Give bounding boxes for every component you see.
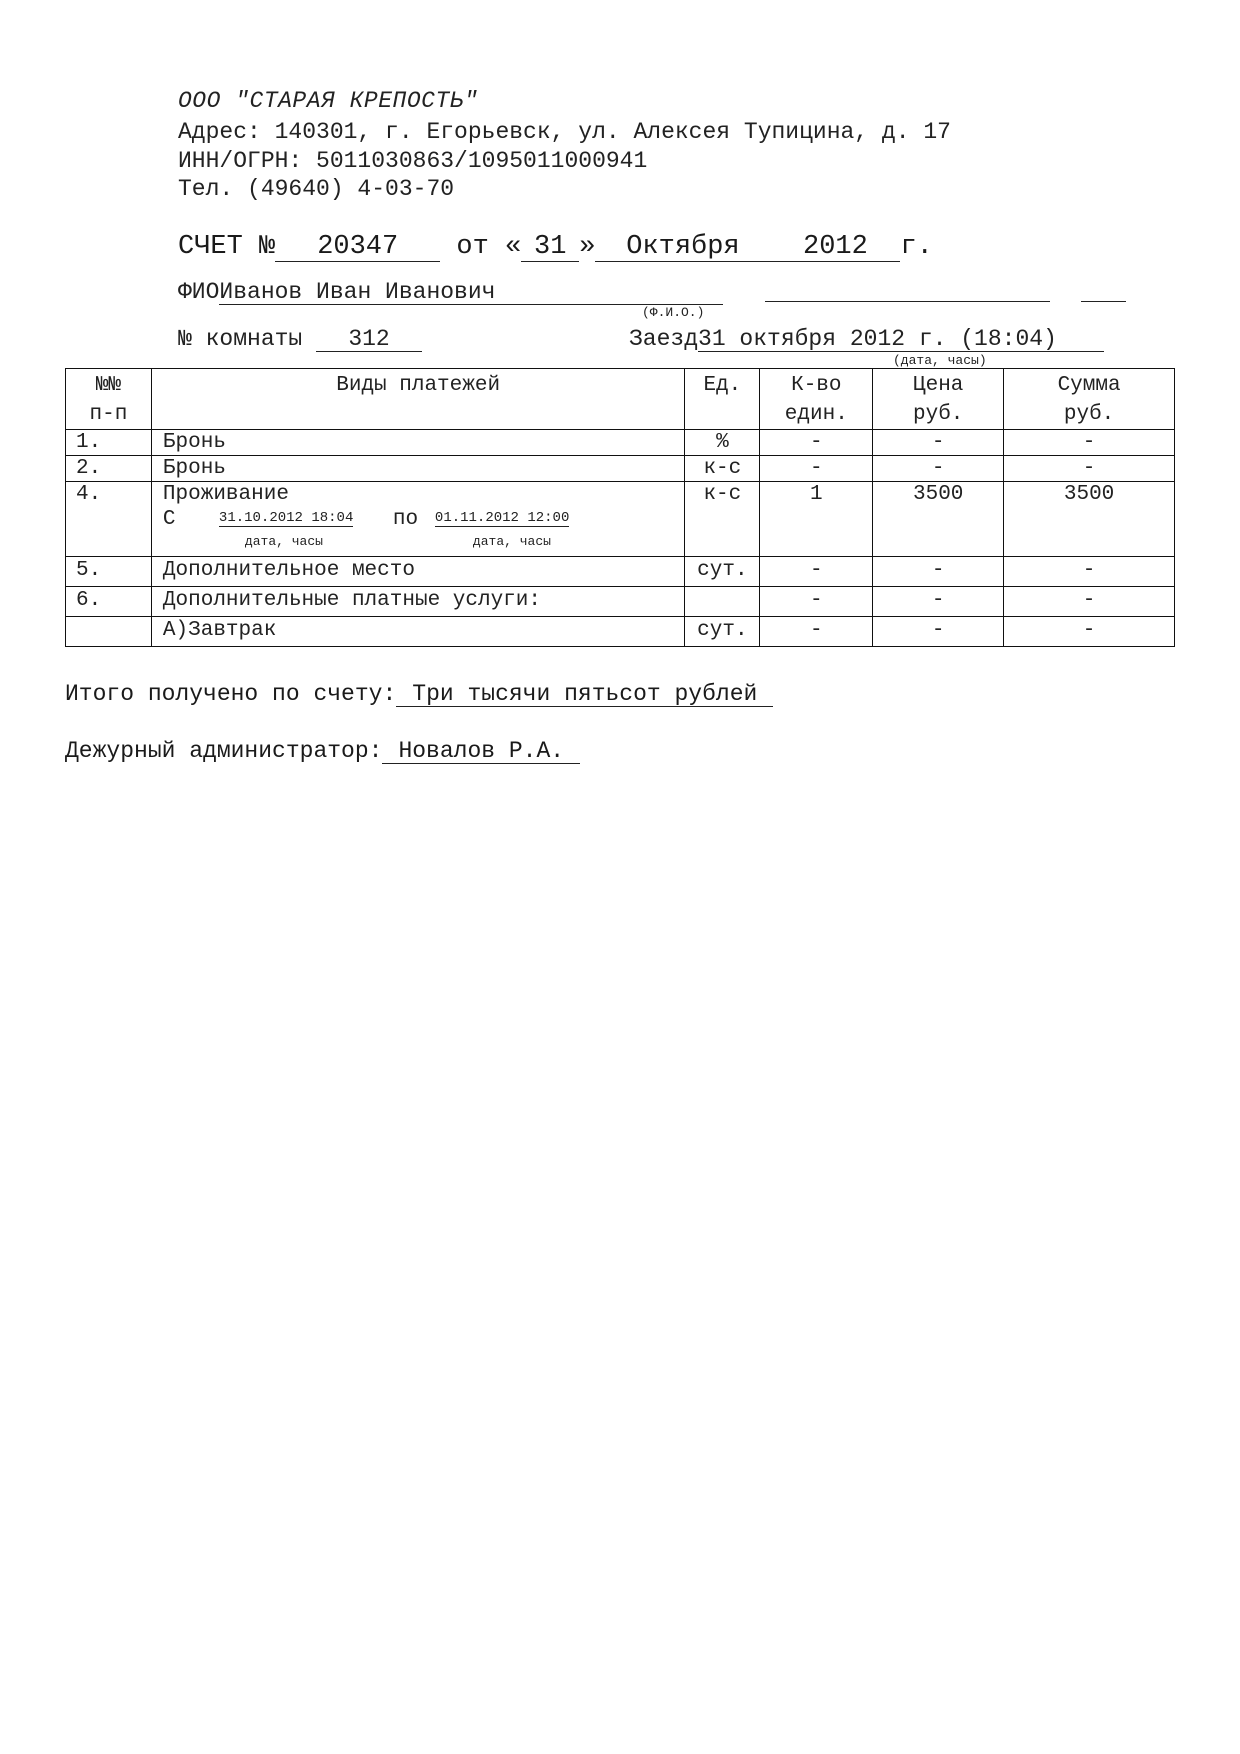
row-num (66, 617, 152, 647)
row-unit: сут. (685, 557, 760, 587)
total-value: Три тысячи пятьсот рублей (396, 682, 773, 707)
row-kind: Дополнительные платные услуги: (151, 587, 684, 617)
row-unit: к-с (685, 456, 760, 482)
invoice-year: 2012 (770, 233, 900, 262)
signature-line-short (1081, 301, 1126, 302)
row-qty: - (760, 456, 873, 482)
table-row (66, 430, 1175, 456)
company-name: ООО "СТАРАЯ КРЕПОСТЬ" (178, 88, 479, 114)
row-sum: - (1004, 557, 1175, 587)
invoice-label: СЧЕТ № (178, 232, 276, 262)
checkin-row (629, 327, 1104, 352)
row-kind: Проживание (162, 483, 289, 506)
stay-to-caption: дата, часы (472, 534, 551, 549)
row-qty: - (760, 617, 873, 647)
header-num-line1: №№ (95, 374, 122, 397)
invoice-quote-open: « (505, 232, 522, 262)
row-sum: 3500 (1004, 482, 1175, 557)
total-label: Итого получено по счету: (65, 681, 397, 707)
header-qty-line2: един. (784, 403, 848, 426)
header-sum (1004, 369, 1175, 430)
row-qty: 1 (760, 482, 873, 557)
stay-period (163, 507, 684, 547)
table-row (66, 587, 1175, 617)
row-sum: - (1004, 587, 1175, 617)
row-unit: сут. (685, 617, 760, 647)
header-kind: Виды платежей (151, 369, 684, 430)
row-price: - (873, 617, 1004, 647)
invoice-day: 31 (521, 233, 579, 262)
table-header-row (66, 369, 1175, 430)
stay-to-value: 01.11.2012 12:00 (434, 510, 570, 526)
stay-to-label: по (392, 508, 419, 531)
row-kind: Бронь (151, 430, 684, 456)
stay-from-label: С (162, 508, 176, 531)
table-row (66, 482, 1175, 557)
row-qty: - (760, 587, 873, 617)
room-value: 312 (316, 327, 422, 352)
admin-row (65, 739, 580, 764)
company-phone: Тел. (49640) 4-03-70 (178, 176, 455, 202)
header-price-line1: Цена (912, 374, 964, 397)
fio-row (178, 280, 723, 305)
header-qty-line1: К-во (791, 374, 842, 397)
invoice-quote-close: » (579, 232, 596, 262)
header-num-line2: п-п (89, 403, 128, 426)
checkin-value: 31 октября 2012 г. (18:04) (698, 327, 1104, 352)
company-address: Адрес: 140301, г. Егорьевск, ул. Алексея Тупицина, д. 17 (178, 119, 951, 145)
header-price-line2: руб. (912, 403, 964, 426)
header-sum-line1: Сумма (1057, 374, 1121, 397)
fio-caption: (Ф.И.О.) (642, 305, 705, 320)
checkin-label: Заезд (629, 326, 699, 352)
row-price: 3500 (873, 482, 1004, 557)
header-price (873, 369, 1004, 430)
row-qty: - (760, 430, 873, 456)
row-num: 1. (66, 430, 152, 456)
row-price: - (873, 430, 1004, 456)
admin-value: Новалов Р.А. (382, 739, 580, 764)
row-num: 6. (66, 587, 152, 617)
row-kind: Бронь (151, 456, 684, 482)
invoice-month: Октября (595, 233, 770, 262)
row-price: - (873, 587, 1004, 617)
header-sum-line2: руб. (1063, 403, 1115, 426)
company-inn: ИНН/ОГРН: 5011030863/1095011000941 (178, 148, 648, 174)
invoice-year-suffix: г. (900, 232, 933, 262)
room-label: № комнаты (178, 326, 303, 352)
table-row (66, 557, 1175, 587)
row-kind: Дополнительное место (151, 557, 684, 587)
signature-line (765, 301, 1050, 302)
room-row (178, 327, 422, 352)
stay-from-value: 31.10.2012 18:04 (218, 510, 354, 526)
row-num: 5. (66, 557, 152, 587)
fio-value: Иванов Иван Иванович (219, 280, 723, 305)
table-row (66, 617, 1175, 647)
header-num (66, 369, 152, 430)
invoice-from-label: от (456, 232, 489, 262)
payments-table (65, 368, 1175, 647)
row-kind: А)Завтрак (151, 617, 684, 647)
row-kind-accommodation (151, 482, 684, 557)
admin-label: Дежурный администратор: (65, 738, 383, 764)
row-sum: - (1004, 430, 1175, 456)
row-unit: к-с (685, 482, 760, 557)
row-unit: % (685, 430, 760, 456)
fio-label: ФИО (178, 279, 220, 305)
stay-from-caption: дата, часы (244, 534, 323, 549)
total-row (65, 682, 773, 707)
row-unit (685, 587, 760, 617)
table-row (66, 456, 1175, 482)
row-num: 2. (66, 456, 152, 482)
row-num: 4. (66, 482, 152, 557)
invoice-number: 20347 (275, 233, 440, 262)
row-qty: - (760, 557, 873, 587)
row-sum: - (1004, 617, 1175, 647)
checkin-caption: (дата, часы) (893, 353, 987, 368)
header-qty (760, 369, 873, 430)
header-unit: Ед. (685, 369, 760, 430)
row-price: - (873, 557, 1004, 587)
row-sum: - (1004, 456, 1175, 482)
row-price: - (873, 456, 1004, 482)
invoice-title (178, 233, 933, 262)
